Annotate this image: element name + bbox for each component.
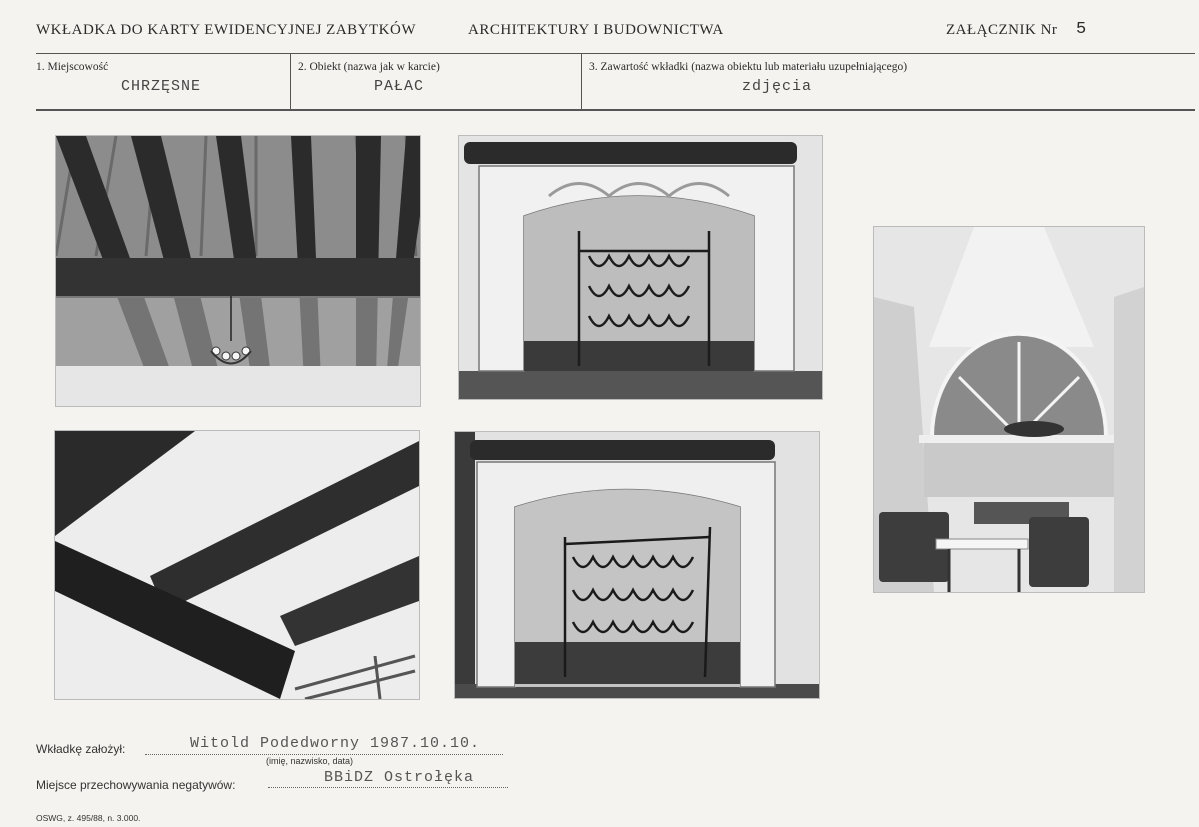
photo-ceiling-beams-chandelier — [56, 136, 420, 406]
print-code: OSWG, z. 495/88, n. 3.000. — [36, 813, 141, 823]
field-value-locality: CHRZĘSNE — [121, 78, 202, 95]
field-value-object: PAŁAC — [374, 78, 425, 95]
negatives-label: Miejsce przechowywania negatywów: — [36, 778, 236, 792]
field-label-locality: 1. Miejscowość — [36, 61, 109, 73]
fields-rule — [36, 109, 1195, 111]
photo-fireplace-2 — [455, 432, 819, 698]
annex-label: ZAŁĄCZNIK Nr — [946, 22, 1058, 38]
header-rule — [36, 53, 1195, 54]
ceiling-beams-chandelier-icon — [56, 136, 420, 406]
field-divider — [581, 53, 582, 109]
fireplace-grate-icon — [455, 432, 819, 698]
founder-label: Wkładkę założył: — [36, 742, 126, 756]
card-subtitle: ARCHITEKTURY I BUDOWNICTWA — [468, 22, 724, 38]
negatives-value: BBiDZ Ostrołęka — [324, 769, 475, 786]
founder-dotline — [145, 754, 503, 755]
photo-arched-window-room — [874, 227, 1144, 592]
field-divider — [290, 53, 291, 109]
field-label-content: 3. Zawartość wkładki (nazwa obiektu lub materiału uzupełniającego) — [589, 61, 908, 73]
field-label-object: 2. Obiekt (nazwa jak w karcie) — [298, 61, 440, 73]
card-title: WKŁADKA DO KARTY EWIDENCYJNEJ ZABYTKÓW — [36, 22, 416, 38]
photo-fireplace-1 — [459, 136, 822, 399]
photo-ceiling-beams — [55, 431, 419, 699]
field-value-content: zdjęcia — [742, 78, 813, 95]
fireplace-grate-icon — [459, 136, 822, 399]
negatives-dotline — [268, 787, 508, 788]
arched-window-room-icon — [874, 227, 1144, 592]
annex-number: 5 — [1076, 20, 1087, 39]
founder-caption: (imię, nazwisko, data) — [266, 756, 354, 766]
ceiling-beams-icon — [55, 431, 419, 699]
founder-value: Witold Podedworny 1987.10.10. — [190, 735, 481, 752]
